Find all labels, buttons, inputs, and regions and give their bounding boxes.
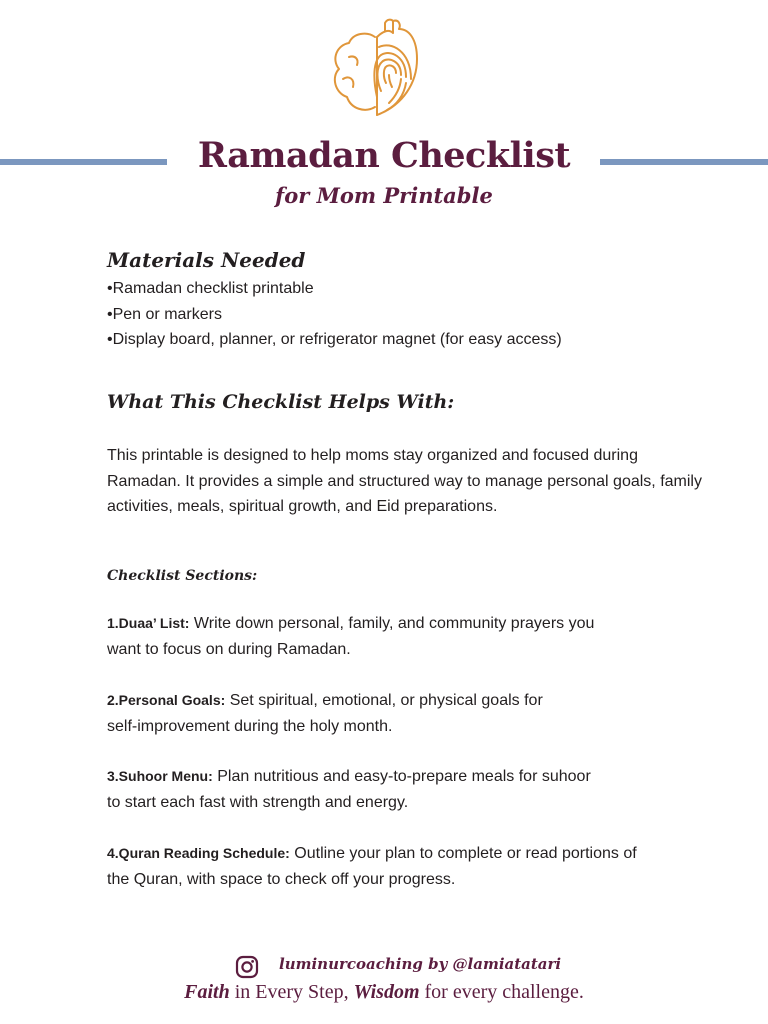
section-label: 3.Suhoor Menu: [107,768,213,784]
helps-heading: What This Checklist Helps With: [107,391,455,413]
section-text: Set spiritual, emotional, or physical goals for [229,692,543,709]
materials-list [107,276,562,353]
sections-heading: Checklist Sections: [107,568,258,584]
page-subtitle: for Mom Printable [275,183,493,208]
section-text-cont: self-improvement during the holy month. [107,717,393,735]
page-title: Ramadan Checklist [197,135,571,176]
section-text: Write down personal, family, and community prayers you [193,615,595,632]
section-text-cont: the Quran, with space to check off your progress. [107,870,456,888]
instagram-handle[interactable]: luminurcoaching by @lamiatatari [279,955,562,973]
section-quran-reading-schedule [107,841,707,892]
heart-brain-fingerprint-icon [329,17,421,121]
section-personal-goals [107,688,707,739]
list-item: •Pen or markers [107,305,222,323]
section-label: 4.Quran Reading Schedule: [107,845,290,861]
section-duaa-list [107,611,707,662]
materials-heading: Materials Needed [107,248,306,272]
section-text: Plan nutritious and easy-to-prepare meals for suhoor [217,768,591,785]
section-label: 1.Duaa’ List: [107,615,190,631]
list-item: •Ramadan checklist printable [107,280,314,297]
tagline-text-1: in Every Step, [234,981,349,1003]
section-text: Outline your plan to complete or read portions of [294,845,637,862]
section-text-cont: to start each fast with strength and energy. [107,793,409,811]
tagline-text-2: for every challenge. [424,981,584,1003]
tagline-wisdom: Wisdom [353,981,420,1003]
tagline-faith: Faith [184,981,230,1003]
instagram-icon[interactable] [235,955,259,979]
tagline [0,981,768,1004]
section-suhoor-menu [107,764,707,815]
section-label: 2.Personal Goals: [107,692,226,708]
list-item: •Display board, planner, or refrigerator magnet (for easy access) [107,331,562,348]
section-text-cont: want to focus on during Ramadan. [107,640,351,658]
helps-paragraph: This printable is designed to help moms stay organized and focused during Ramadan. It provides a simple and structured way to manage personal goals, family activities, meals, spiritual growth, and Eid preparations. [107,447,702,515]
